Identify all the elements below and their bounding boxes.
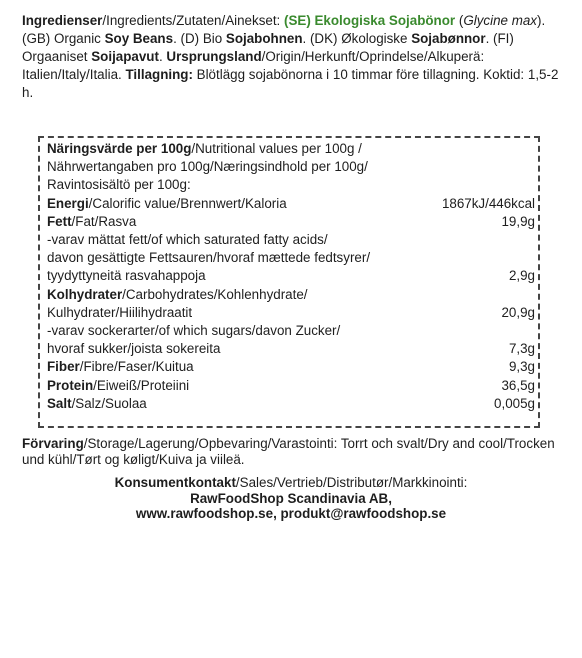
fiber-label-bold: Fiber xyxy=(47,359,80,375)
carbohydrates-line1 xyxy=(47,286,535,304)
protein-label-bold: Protein xyxy=(47,377,94,393)
product-name-dk: Sojabønnor xyxy=(411,31,486,46)
fiber-label xyxy=(47,358,194,376)
contact-label: Konsumentkontakt xyxy=(114,475,236,490)
sugars-value: 7,3g xyxy=(508,341,535,357)
nutrition-row-saturated-fat xyxy=(47,267,535,285)
carbohydrates-label-bold: Kolhydrater xyxy=(47,286,123,302)
sugars-line1: -varav sockerarter/of which sugars/davon Zucker/ xyxy=(47,323,341,339)
energy-label-bold: Energi xyxy=(47,195,89,211)
storage-label: Förvaring xyxy=(22,436,84,451)
origin-text: /Origin/Herkunft/Oprindelse/Alkuperä: Italien/Italy/Italia. xyxy=(22,49,485,82)
ingredients-paragraph xyxy=(22,12,562,102)
preparation-label: Tillagning: xyxy=(125,67,193,82)
text-fragment: . (D) Bio xyxy=(173,31,226,46)
salt-value: 0,005g xyxy=(494,395,535,411)
salt-label-bold: Salt xyxy=(47,395,72,411)
nutrition-row-carbohydrates xyxy=(47,304,535,322)
nutrition-header-title: Näringsvärde per 100g xyxy=(47,141,192,156)
product-name-fi: Soijapavut xyxy=(91,49,159,64)
ingredients-label: Ingredienser xyxy=(22,13,103,28)
energy-label-translations: /Calorific value/Brennwert/Kaloria xyxy=(88,195,287,211)
preparation-text: Blötlägg sojabönorna i 10 timmar före tillagning. Koktid: 1,5-2 h. xyxy=(22,67,559,100)
saturated-fat-line3: tyydyttyneitä rasvahappoja xyxy=(47,268,206,284)
nutrition-row-salt xyxy=(47,395,535,413)
company-name-text: RawFoodShop Scandinavia AB, xyxy=(190,490,392,506)
sugars-line2: hvoraf sukker/joista sokereita xyxy=(47,341,221,357)
carbohydrates-label-translations: /Carbohydrates/Kohlenhydrate/ xyxy=(122,286,308,302)
text-fragment: . (DK) Økologiske xyxy=(302,31,412,46)
fiber-label-translations: /Fibre/Faser/Kuitua xyxy=(79,359,194,375)
product-name-de: Sojabohnen xyxy=(225,31,303,46)
fat-label-translations: /Fat/Rasva xyxy=(71,213,137,229)
saturated-fat-line1: -varav mättat fett/of which saturated fatty acids/ xyxy=(47,232,328,248)
latin-name: Glycine max xyxy=(463,13,537,28)
nutrition-header xyxy=(47,140,535,158)
contact-label-translations: /Sales/Vertrieb/Distributør/Markkinointi: xyxy=(235,475,468,490)
company-name xyxy=(0,491,582,507)
product-name-gb: Soy Beans xyxy=(104,31,174,46)
nutrition-header-line2: Nährwertangaben pro 100g/Næringsindhold per 100g/ xyxy=(47,159,368,175)
text-fragment: . (FI) Orgaaniset xyxy=(22,31,514,64)
web-email-text: www.rawfoodshop.se, produkt@rawfoodshop.se xyxy=(135,506,447,521)
fat-value: 19,9g xyxy=(501,213,535,229)
web-email xyxy=(0,506,582,522)
storage-text: /Storage/Lagerung/Opbevaring/Varastointi: Torrt och svalt/Dry and cool/Trocken und kühl/Tørt og køligt/Kuiva ja viileä. xyxy=(22,436,555,467)
energy-value: 1867kJ/446kcal xyxy=(441,195,535,211)
nutrition-table xyxy=(47,140,535,413)
salt-label xyxy=(47,395,147,413)
protein-label xyxy=(47,377,189,395)
text-fragment: ). (GB) Organic xyxy=(22,13,546,46)
protein-value: 36,5g xyxy=(501,377,535,393)
nutrition-header-line3: Ravintosisältö per 100g: xyxy=(47,177,191,193)
text-fragment: ( xyxy=(455,13,464,28)
consumer-contact xyxy=(0,475,582,522)
text-fragment: . xyxy=(158,49,167,64)
nutrition-row-fiber xyxy=(47,358,535,376)
nutrition-row-sugars xyxy=(47,340,535,358)
nutrition-header-translations: /Nutritional values per 100g / xyxy=(191,141,362,156)
nutrition-row-energy xyxy=(47,195,535,213)
contact-heading xyxy=(0,475,582,491)
carbohydrates-line2: Kulhydrater/Hiilihydraatit xyxy=(47,304,193,320)
ingredients-label-translations: /Ingredients/Zutaten/Ainekset: xyxy=(102,13,284,28)
nutrition-row-fat xyxy=(47,213,535,231)
nutrition-row-protein xyxy=(47,377,535,395)
saturated-fat-line2: davon gesättigte Fettsauren/hvoraf mættede fedtsyrer/ xyxy=(47,250,371,266)
energy-label xyxy=(47,195,287,213)
product-name-se: (SE) Ekologiska Sojabönor xyxy=(284,13,456,28)
origin-label: Ursprungsland xyxy=(166,49,262,64)
fiber-value: 9,3g xyxy=(508,359,535,375)
fat-label-bold: Fett xyxy=(47,213,72,229)
saturated-fat-value: 2,9g xyxy=(508,268,535,284)
storage-paragraph xyxy=(22,436,562,468)
fat-label xyxy=(47,213,136,231)
salt-label-translations: /Salz/Suolaa xyxy=(71,395,147,411)
protein-label-translations: /Eiweiß/Proteiini xyxy=(93,377,190,393)
carbohydrates-value: 20,9g xyxy=(501,304,535,320)
